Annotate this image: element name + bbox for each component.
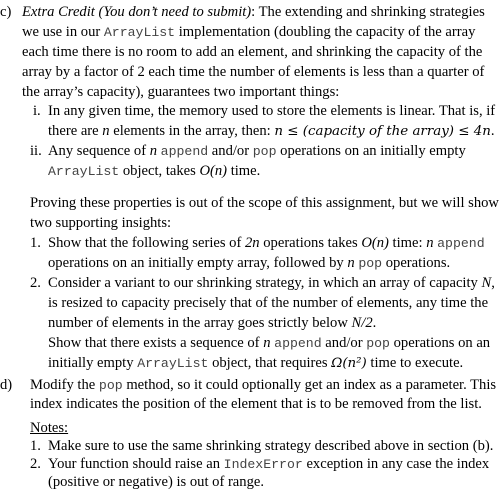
proving-line-1: Proving these properties is out of the scope of this assignment, but we will show [30, 195, 499, 211]
proving-line-2: two supporting insights: [30, 215, 172, 231]
note-2-marker: 2. [30, 456, 41, 472]
section-c-line-5: the array’s capacity), guarantees two important things: [22, 84, 340, 100]
section-d-line-2: index indicates the position of the element that is to be removed from the list. [30, 396, 482, 412]
note-1-line-1: Make sure to use the same shrinking strategy described above in section (b). [48, 438, 494, 454]
section-c-line-1: Extra Credit (You don’t need to submit): The extending and shrinking strategies [22, 4, 485, 20]
point-ii-line-2: ArrayList object, takes O(n) time. [48, 163, 261, 179]
note-2-line-1: Your function should raise an IndexError exception in any case the index [48, 456, 490, 472]
section-c-title: Extra Credit (You don’t need to submit) [22, 4, 252, 20]
omega-n-squared: Ω(n²) [331, 356, 367, 371]
insight-1-line-2: operations on an initially empty array, followed by n pop operations. [48, 255, 451, 271]
section-c-line-2: we use in our ArrayList implementation (doubling the capacity of the array [22, 24, 476, 40]
note-2-line-2: (positive or negative) is out of range. [48, 474, 265, 490]
point-ii-marker: ii. [30, 143, 42, 159]
insight-2-line-5: initially empty ArrayList object, that requires Ω(n²) time to execute. [48, 355, 464, 371]
section-c-line-3: each time there is no room to add an element, and shrinking the capacity of the [22, 44, 483, 60]
insight-1-marker: 1. [30, 235, 41, 251]
point-i-line-1: In any given time, the memory used to store the elements is linear. That is, if [48, 103, 496, 119]
section-d-line-1: Modify the pop method, so it could optionally get an index as a parameter. This [30, 377, 497, 393]
section-c-line-4: array by a factor of 2 each time the number of elements is less than a quarter of [22, 64, 485, 80]
insight-2-marker: 2. [30, 275, 41, 291]
point-i-marker: i. [33, 103, 41, 119]
point-i-line-2: there are n elements in the array, then: n ≤ (capacity of the array) ≤ 4n. [48, 123, 495, 139]
insight-1-line-1: Show that the following series of 2n operations takes O(n) time: n append [48, 235, 485, 251]
code-arraylist: ArrayList [103, 25, 176, 40]
insight-2-line-4: Show that there exists a sequence of n append and/or pop operations on an [48, 335, 491, 351]
insight-2-line-1: Consider a variant to our shrinking strategy, in which an array of capacity N, [48, 275, 495, 291]
insight-2-line-3: number of elements in the array goes strictly below N/2. [48, 315, 377, 331]
notes-heading: Notes: [30, 420, 69, 436]
section-d-marker: d) [0, 377, 13, 393]
insight-2-line-2: is resized to capacity precisely that of the number of elements, any time the [48, 295, 489, 311]
memory-bound-formula: n ≤ (capacity of the array) ≤ 4n [274, 124, 491, 139]
note-1-marker: 1. [30, 438, 41, 454]
point-ii-line-1: Any sequence of n append and/or pop operations on an initially empty [48, 143, 466, 159]
section-c-marker: c) [0, 4, 12, 20]
